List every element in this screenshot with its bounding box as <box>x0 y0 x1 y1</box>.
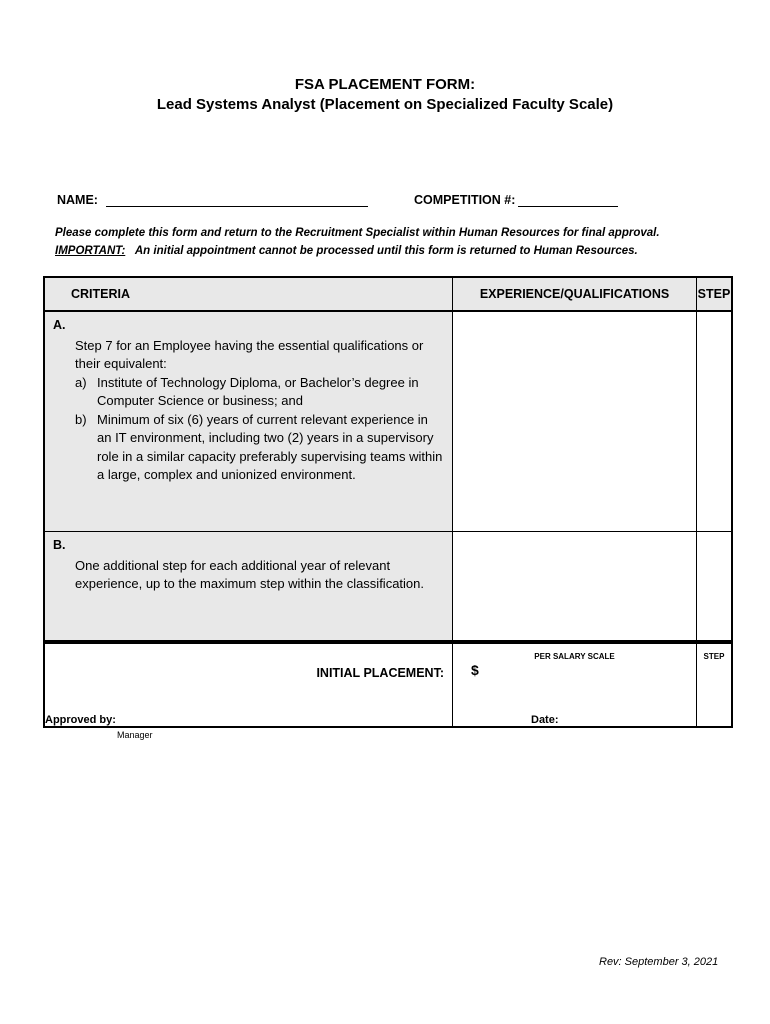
name-label: NAME: <box>57 193 98 207</box>
list-item-text: Institute of Technology Diploma, or Bachelor’s degree in Computer Science or business; and <box>97 374 419 408</box>
criteria-header: CRITERIA <box>44 277 453 311</box>
date-field[interactable] <box>565 714 733 727</box>
form-subtitle: Lead Systems Analyst (Placement on Specialized Faculty Scale) <box>156 96 614 113</box>
criteria-a-cell <box>44 311 453 532</box>
step-header: STEP <box>697 277 733 311</box>
table-row <box>44 311 732 532</box>
table-row <box>44 532 732 643</box>
per-salary-scale-label: PER SALARY SCALE <box>534 652 615 661</box>
placement-step-label: STEP <box>703 652 725 661</box>
instruction-line-1: Please complete this form and return to the Recruitment Specialist within Human Resources for final approval. <box>55 227 660 239</box>
step-b-cell[interactable] <box>697 532 733 643</box>
initial-placement-label: INITIAL PLACEMENT: <box>44 642 453 727</box>
competition-label: COMPETITION #: <box>414 193 516 207</box>
list-item <box>75 374 444 411</box>
dollar-sign: $ <box>471 662 479 678</box>
experience-a-cell[interactable] <box>453 311 697 532</box>
list-marker: b) <box>75 411 87 427</box>
approved-by-label: Approved by: <box>45 714 116 726</box>
list-item <box>75 411 444 485</box>
criteria-table <box>43 276 733 728</box>
important-text: An initial appointment cannot be processed until this form is returned to Human Resources. <box>134 245 638 257</box>
manager-label: Manager <box>117 730 153 740</box>
date-label: Date: <box>531 714 559 726</box>
revision-date: Rev: September 3, 2021 <box>599 956 719 968</box>
list-item-text: Minimum of six (6) years of current relevant experience in an IT environment, including two (2) years in a supervisory role in a similar capacity preferably supervising teams within a large, complex and unionized environment. <box>97 411 443 482</box>
criteria-b-cell <box>44 532 453 643</box>
instruction-line-2 <box>55 245 638 257</box>
table-header-row <box>44 277 732 311</box>
name-field[interactable] <box>106 193 368 207</box>
list-marker: a) <box>75 374 87 390</box>
criteria-a-intro: Step 7 for an Employee having the essential qualifications or their equivalent: <box>75 337 424 371</box>
step-a-cell[interactable] <box>697 311 733 532</box>
important-label: IMPORTANT: <box>55 245 126 257</box>
experience-header: EXPERIENCE/QUALIFICATIONS <box>453 277 697 311</box>
criteria-a-letter: A. <box>53 318 66 332</box>
form-title: FSA PLACEMENT FORM: <box>294 76 476 93</box>
criteria-b-intro: One additional step for each additional year of relevant experience, up to the maximum step within the classification. <box>75 557 425 591</box>
competition-field[interactable] <box>518 193 618 207</box>
criteria-b-letter: B. <box>53 538 66 552</box>
experience-b-cell[interactable] <box>453 532 697 643</box>
approved-by-field[interactable] <box>122 714 370 727</box>
